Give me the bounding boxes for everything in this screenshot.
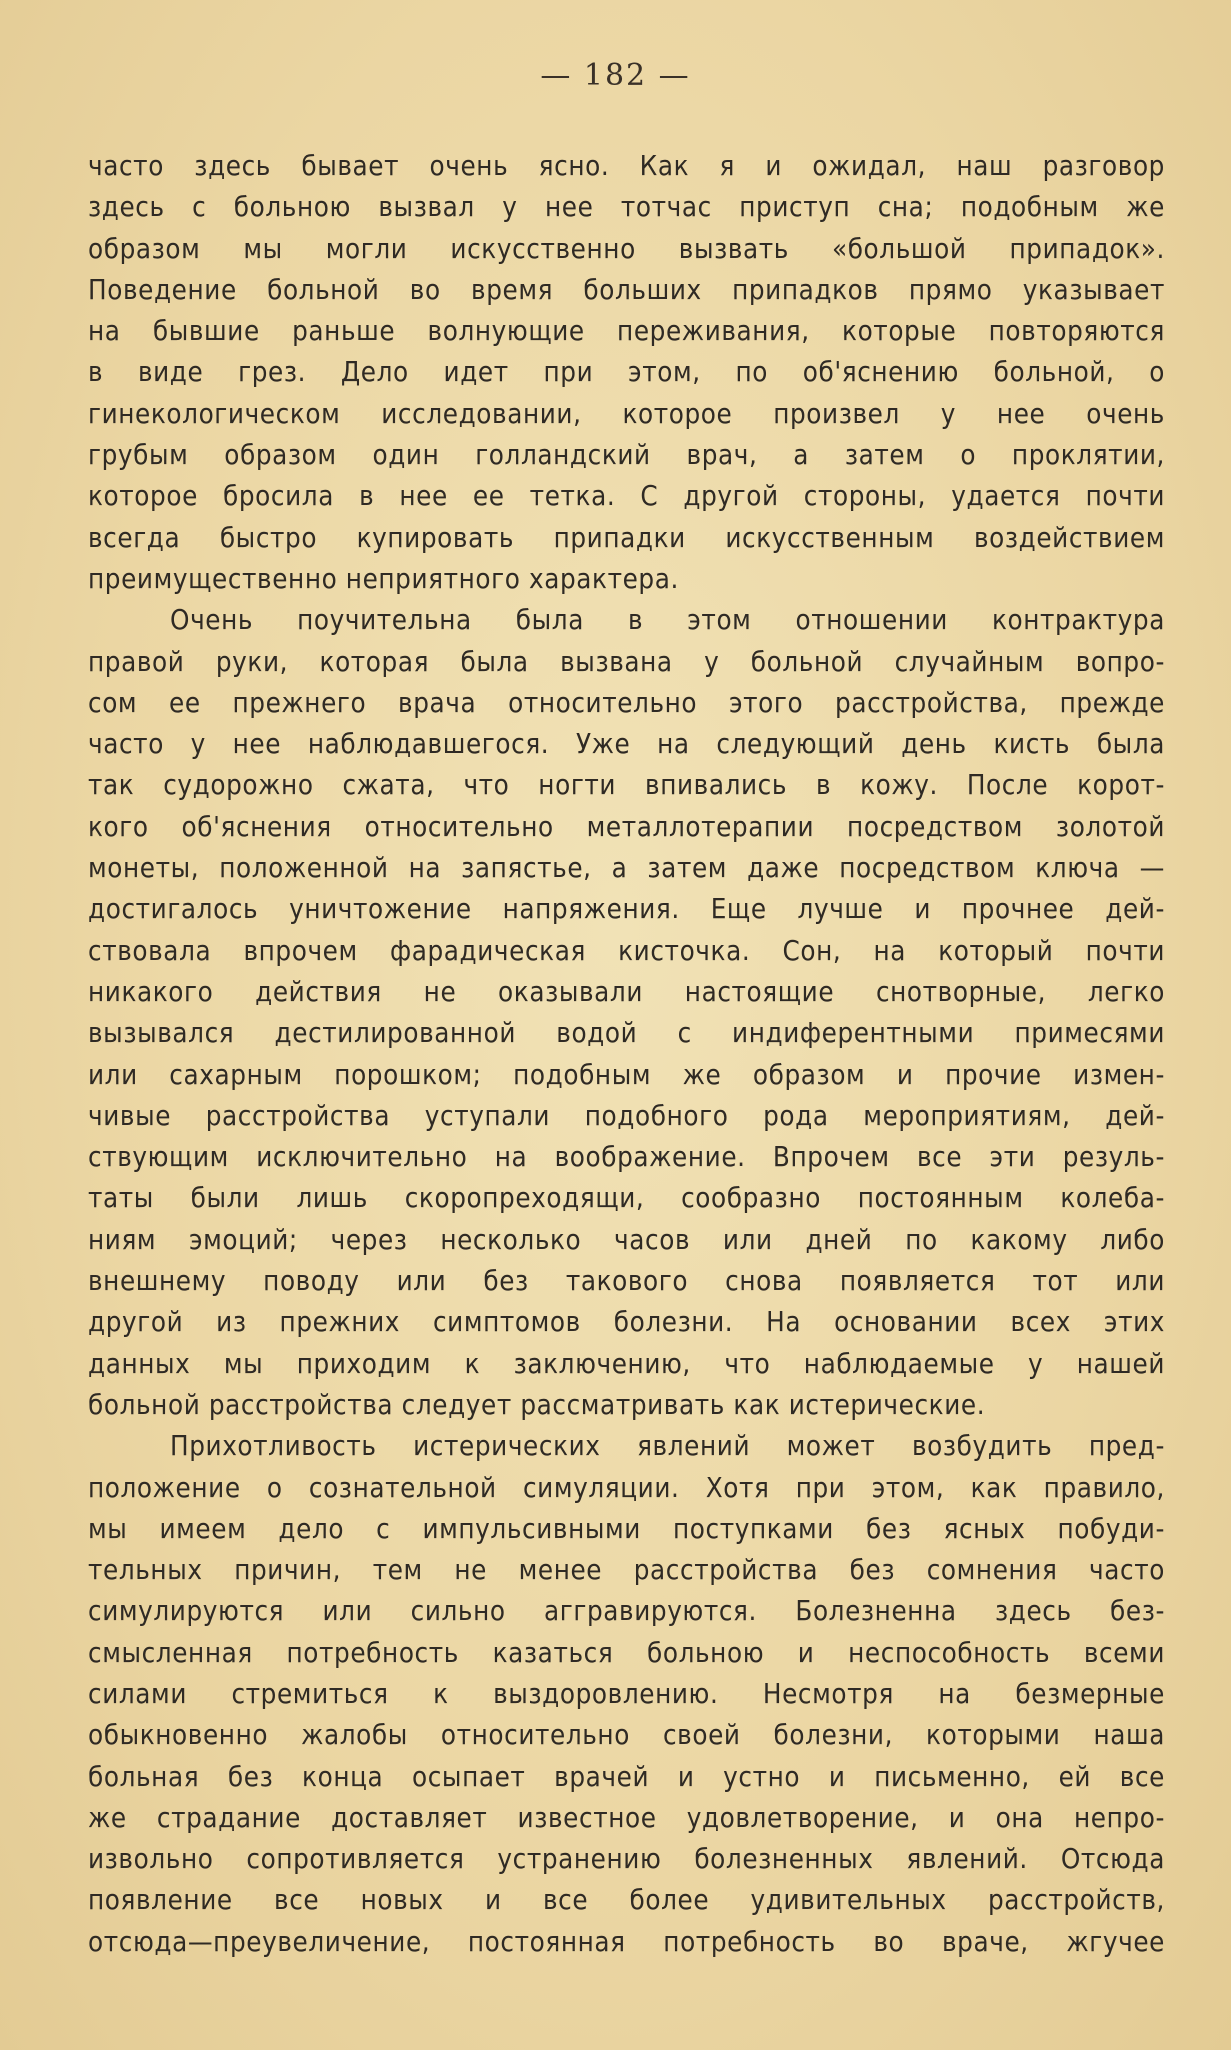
text-line: вызывался дестилированной водой с индиферентными примесями: [88, 1017, 1165, 1050]
text-line: всегда быстро купировать припадки искусственным воздействием: [88, 521, 1165, 554]
text-line: извольно сопротивляется устранению болезненных явлений. Отсюда: [88, 1843, 1165, 1876]
text-line: образом мы могли искусственно вызвать «большой припадок».: [88, 232, 1165, 265]
text-line: тельных причин, тем не менее расстройства без сомнения часто: [88, 1554, 1165, 1587]
text-line: отсюда—преувеличение, постоянная потребность во враче, жгучее: [88, 1925, 1165, 1958]
text-line: здесь с больною вызвал у нее тотчас приступ сна; подобным же: [88, 191, 1165, 224]
text-line: достигалось уничтожение напряжения. Еще лучше и прочнее дей-: [88, 893, 1165, 926]
text-line: правой руки, которая была вызвана у больной случайным вопро-: [88, 645, 1165, 678]
text-line: часто здесь бывает очень ясно. Как я и ожидал, наш разговор: [88, 150, 1165, 182]
text-line: таты были лишь скоропреходящи, сообразно постоянным колеба-: [88, 1182, 1165, 1215]
page-number: — 182 —: [540, 58, 691, 93]
text-line: гинекологическом исследовании, которое произвел у нее очень: [88, 397, 1165, 430]
text-line: симулируются или сильно аггравируются. Болезненна здесь без-: [88, 1595, 1165, 1628]
text-line: данных мы приходим к заключению, что наблюдаемые у нашей: [88, 1347, 1165, 1380]
text-line: силами стремиться к выздоровлению. Несмотря на безмерные: [88, 1677, 1165, 1710]
text-line: которое бросила в нее ее тетка. С другой стороны, удается почти: [88, 480, 1165, 513]
text-line: Прихотливость истерических явлений может возбудить пред-: [170, 1430, 1165, 1463]
text-line: часто у нее наблюдавшегося. Уже на следующий день кисть была: [88, 728, 1165, 761]
text-line: положение о сознательной симуляции. Хотя при этом, как правило,: [88, 1471, 1165, 1504]
text-line: мы имеем дело с импульсивными поступками без ясных побуди-: [88, 1512, 1165, 1545]
text-line: преимущественно неприятного характера.: [88, 562, 679, 595]
text-line: грубым образом один голландский врач, а затем о проклятии,: [88, 439, 1165, 472]
paragraph-1: [88, 146, 1165, 600]
text-line: появление все новых и все более удивительных расстройств,: [88, 1884, 1165, 1917]
paragraph-3: [88, 1426, 1165, 1963]
text-line: в виде грез. Дело идет при этом, по об'яснению больной, о: [88, 356, 1165, 389]
text-line: смысленная потребность казаться больною и неспособность всеми: [88, 1636, 1165, 1669]
text-line: же страдание доставляет известное удовлетворение, и она непро-: [88, 1801, 1165, 1834]
text-line: никакого действия не оказывали настоящие снотворные, легко: [88, 975, 1165, 1008]
text-line: больной расстройства следует рассматривать как истерические.: [88, 1388, 986, 1421]
text-line: больная без конца осыпает врачей и устно и письменно, ей все: [88, 1760, 1165, 1793]
text-line: ниям эмоций; через несколько часов или дней по какому либо: [88, 1223, 1165, 1256]
text-line: сом ее прежнего врача относительно этого расстройства, прежде: [88, 686, 1165, 719]
text-line: кого об'яснения относительно металлотерапии посредством золотой: [88, 810, 1165, 843]
text-line: так судорожно сжата, что ногти впивались в кожу. После корот-: [88, 769, 1165, 802]
text-line: обыкновенно жалобы относительно своей болезни, которыми наша: [88, 1719, 1165, 1752]
text-line: монеты, положенной на запястье, а затем даже посредством ключа —: [88, 852, 1165, 885]
text-line: другой из прежних симптомов болезни. На основании всех этих: [88, 1306, 1165, 1339]
text-line: ствующим исключительно на воображение. Впрочем все эти резуль-: [88, 1141, 1165, 1174]
text-line: чивые расстройства уступали подобного рода мероприятиям, дей-: [88, 1099, 1165, 1132]
text-line: или сахарным порошком; подобным же образом и прочие измен-: [88, 1058, 1165, 1091]
text-line: Поведение больной во время больших припадков прямо указывает: [88, 273, 1165, 306]
body-text: [88, 146, 1165, 1963]
text-line: на бывшие раньше волнующие переживания, которые повторяются: [88, 315, 1165, 348]
text-line: внешнему поводу или без такового снова появляется тот или: [88, 1265, 1165, 1298]
text-line: ствовала впрочем фарадическая кисточка. Сон, на который почти: [88, 934, 1165, 967]
paragraph-2: [88, 600, 1165, 1426]
text-line: Очень поучительна была в этом отношении контрактура: [170, 604, 1165, 637]
